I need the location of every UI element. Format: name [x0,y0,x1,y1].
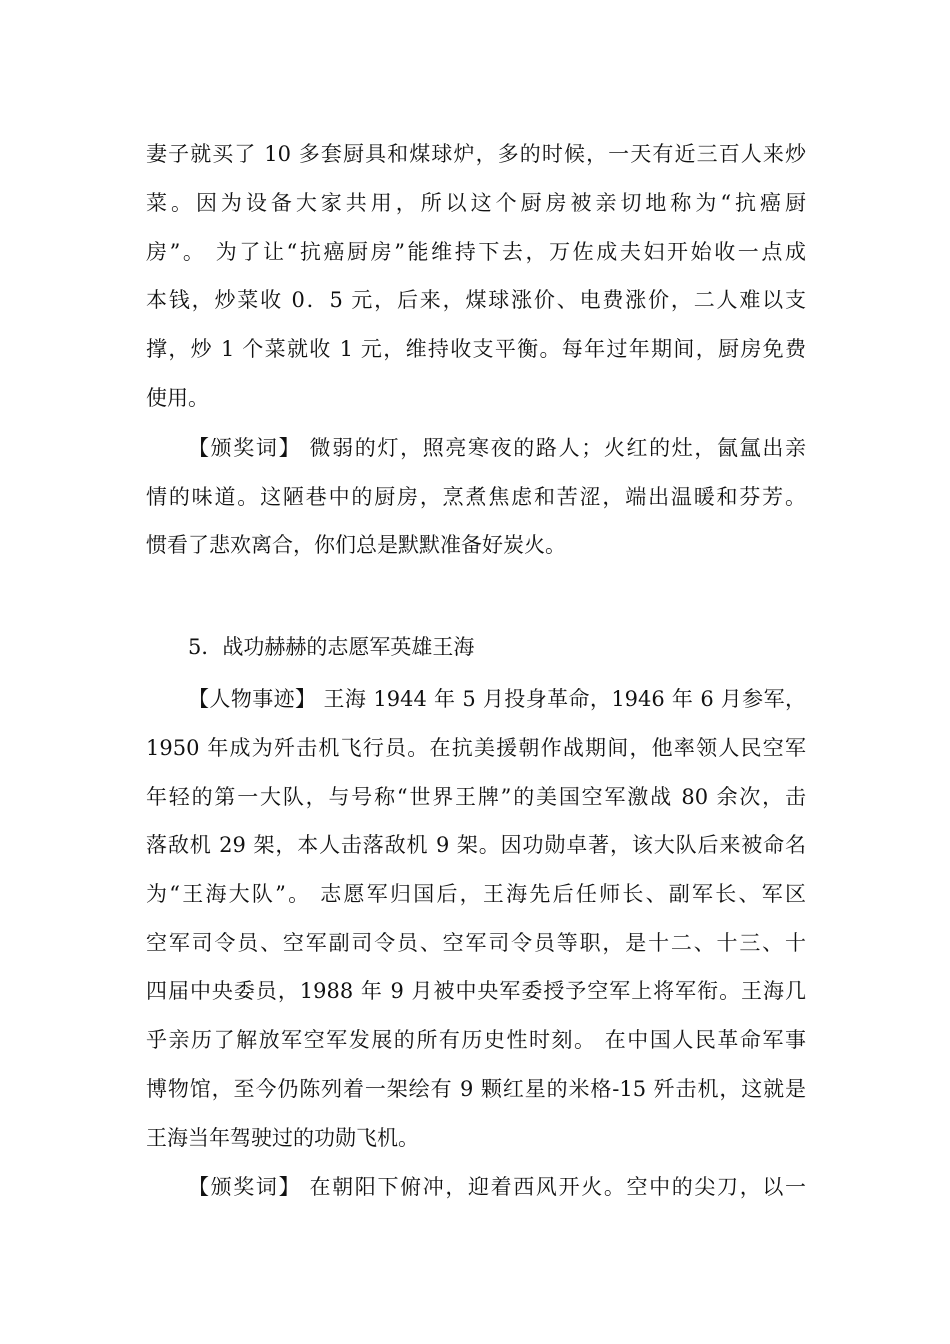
paragraph-3-line-5: 为“王海大队”。 志愿军归国后，王海先后任师长、副军长、军区 [146,882,806,906]
paragraph-1-line-3: 房”。 为了让“抗癌厨房”能维持下去，万佐成夫妇开始收一点成 [146,240,806,264]
paragraph-3-line-10: 王海当年驾驶过的功勋飞机。 [146,1126,419,1150]
paragraph-2-line-2: 情的味道。这陋巷中的厨房，烹煮焦虑和苦涩，端出温暖和芬芳。 [146,485,806,509]
paragraph-3-line-8: 乎亲历了解放军空军发展的所有历史性时刻。 在中国人民革命军事 [146,1028,806,1052]
paragraph-3-line-4: 落敌机 29 架，本人击落敌机 9 架。因功勋卓著，该大队后来被命名 [146,833,806,857]
paragraph-3-line-1: 【人物事迹】 王海 1944 年 5 月投身革命，1946 年 6 月参军， [188,687,806,711]
paragraph-2-line-3: 惯看了悲欢离合，你们总是默默准备好炭火。 [146,533,566,557]
paragraph-1-line-2: 菜。因为设备大家共用，所以这个厨房被亲切地称为“抗癌厨 [146,191,806,215]
paragraph-1-line-5: 撑，炒 1 个菜就收 1 元，维持收支平衡。每年过年期间，厨房免费 [146,337,806,361]
paragraph-3-line-9: 博物馆，至今仍陈列着一架绘有 9 颗红星的米格-15 歼击机，这就是 [146,1077,806,1101]
paragraph-3-line-2: 1950 年成为歼击机飞行员。在抗美援朝作战期间，他率领人民空军 [146,736,806,760]
paragraph-1-line-1: 妻子就买了 10 多套厨具和煤球炉，多的时候，一天有近三百人来炒 [146,142,806,166]
paragraph-3-line-6: 空军司令员、空军副司令员、空军司令员等职，是十二、十三、十 [146,931,806,955]
paragraph-1-line-4: 本钱，炒菜收 0．5 元，后来，煤球涨价、电费涨价，二人难以支 [146,288,806,312]
paragraph-2-line-1: 【颁奖词】 微弱的灯，照亮寒夜的路人；火红的灶，氤氲出亲 [188,436,806,460]
section-heading: 5．战功赫赫的志愿军英雄王海 [188,635,475,659]
paragraph-4-line-1: 【颁奖词】 在朝阳下俯冲，迎着西风开火。空中的尖刀，以一 [188,1175,806,1199]
paragraph-1-line-6: 使用。 [146,386,209,410]
paragraph-3-line-3: 年轻的第一大队，与号称“世界王牌”的美国空军激战 80 余次，击 [146,785,806,809]
paragraph-3-line-7: 四届中央委员，1988 年 9 月被中央军委授予空军上将军衔。王海几 [146,979,806,1003]
